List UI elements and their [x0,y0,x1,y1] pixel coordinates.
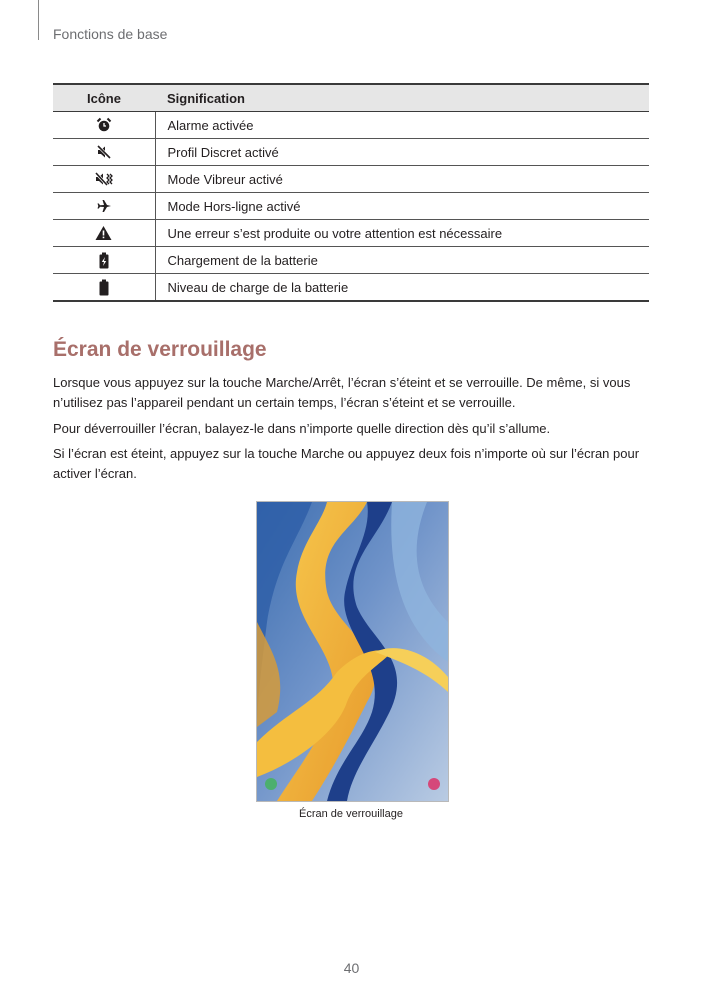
airplane-icon [96,198,112,214]
figure-caption: Écran de verrouillage [299,808,403,820]
table-row [53,274,649,302]
row-meaning: Niveau de charge de la batterie [155,274,649,302]
table-row [53,220,649,247]
warning-icon [95,225,112,241]
paragraph: Pour déverrouiller l’écran, balayez-le dans n’importe quelle direction dès qu’il s’allume. [53,421,551,436]
row-meaning: Mode Vibreur activé [155,166,649,193]
page-number: 40 [343,960,360,976]
paragraph: Lorsque vous appuyez sur la touche Marche/Arrêt, l’écran s’éteint et se verrouille. De même, si vous n’utilisez pas l’appareil pendant un certain temps, l’écran s’éteint et se verrouille. [53,375,631,410]
column-header-meaning: Signification [155,84,649,112]
lock-screen-image [256,501,449,802]
vibrate-icon [95,171,113,187]
row-meaning: Profil Discret activé [155,139,649,166]
table-row [53,166,649,193]
status-icon-table [53,83,649,302]
battery-charging-icon [98,252,110,269]
battery-level-icon [98,279,110,296]
row-meaning: Une erreur s’est produite ou votre attention est nécessaire [155,220,649,247]
margin-rule [38,0,39,40]
paragraph: Si l’écran est éteint, appuyez sur la touche Marche ou appuyez deux fois n’importe où sur l’écran pour activer l’écran. [53,446,640,481]
table-row [53,139,649,166]
table-header-row [53,84,649,112]
column-header-icon: Icône [53,84,155,112]
row-meaning: Chargement de la batterie [155,247,649,274]
table-row [53,247,649,274]
running-header: Fonctions de base [53,26,168,42]
table-row [53,193,649,220]
section-title: Écran de verrouillage [53,338,267,361]
table-row [53,112,649,139]
mute-icon [96,144,112,160]
alarm-icon [96,117,112,133]
row-meaning: Alarme activée [155,112,649,139]
row-meaning: Mode Hors-ligne activé [155,193,649,220]
